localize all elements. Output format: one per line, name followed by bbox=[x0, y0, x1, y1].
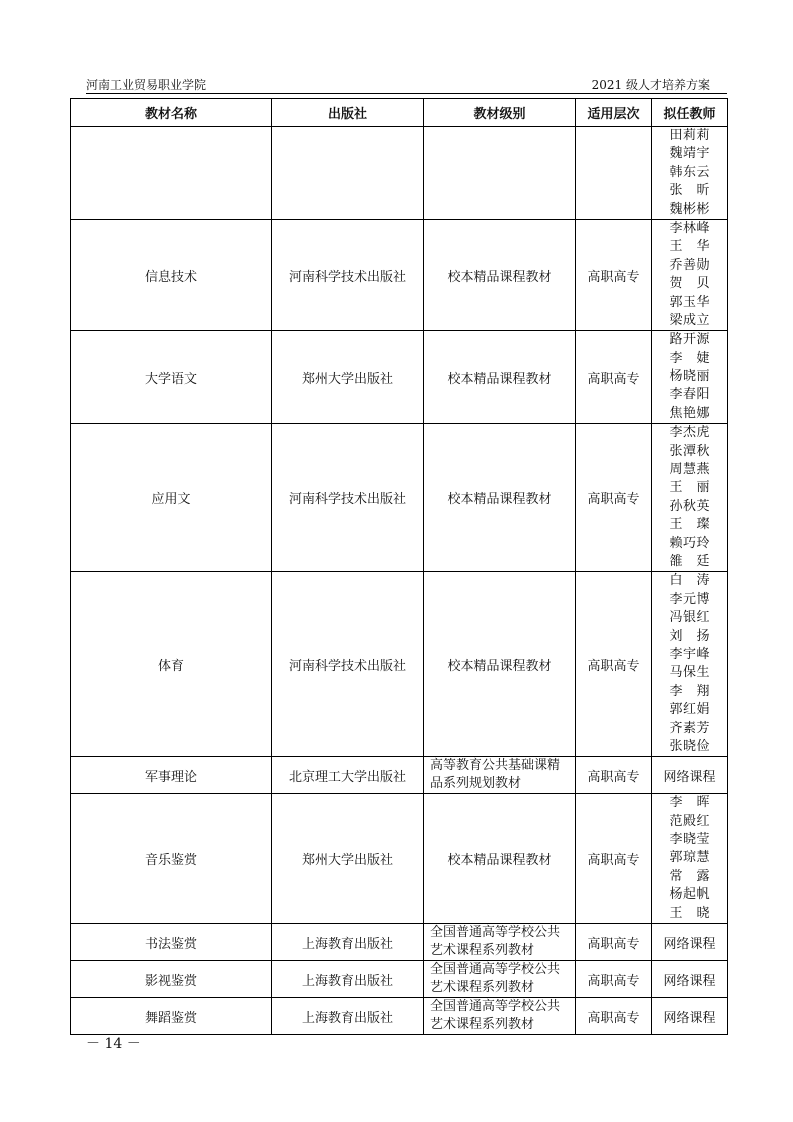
teacher-name: 李春阳 bbox=[669, 387, 710, 403]
level-cell: 校本精品课程教材 bbox=[424, 424, 576, 572]
column-header: 教材级别 bbox=[424, 99, 576, 127]
teacher-name: 张潭秋 bbox=[669, 443, 710, 459]
teacher-name: 李 翔 bbox=[669, 683, 710, 699]
teacher-name: 王 华 bbox=[669, 239, 710, 255]
teachers-cell bbox=[652, 794, 728, 924]
teacher-name: 李晓莹 bbox=[669, 832, 710, 848]
table-row bbox=[71, 998, 728, 1035]
column-header: 适用层次 bbox=[576, 99, 652, 127]
textbook-table bbox=[70, 98, 728, 1035]
table-row bbox=[71, 757, 728, 794]
teacher-name: 王 璨 bbox=[669, 517, 710, 533]
teachers-cell bbox=[652, 424, 728, 572]
publisher-cell: 郑州大学出版社 bbox=[272, 794, 424, 924]
table-row bbox=[71, 794, 728, 924]
tier-cell: 高职高专 bbox=[576, 424, 652, 572]
publisher-cell: 郑州大学出版社 bbox=[272, 331, 424, 424]
table-row bbox=[71, 961, 728, 998]
teacher-name: 张 昕 bbox=[669, 183, 710, 199]
teacher-name: 贺 贝 bbox=[669, 276, 710, 292]
textbook-name-cell: 音乐鉴赏 bbox=[71, 794, 272, 924]
teacher-name: 赖巧玲 bbox=[669, 535, 710, 551]
teacher-name: 孙秋英 bbox=[669, 498, 710, 514]
publisher-cell: 上海教育出版社 bbox=[272, 924, 424, 961]
publisher-cell: 河南科学技术出版社 bbox=[272, 572, 424, 757]
level-cell: 全国普通高等学校公共艺术课程系列教材 bbox=[424, 924, 576, 961]
teacher-name: 李 晖 bbox=[669, 795, 710, 811]
teachers-cell: 网络课程 bbox=[652, 757, 728, 794]
level-cell: 校本精品课程教材 bbox=[424, 572, 576, 757]
level-cell: 校本精品课程教材 bbox=[424, 219, 576, 330]
level-cell: 全国普通高等学校公共艺术课程系列教材 bbox=[424, 998, 576, 1035]
tier-cell: 高职高专 bbox=[576, 961, 652, 998]
tier-cell: 高职高专 bbox=[576, 794, 652, 924]
teachers-cell bbox=[652, 219, 728, 330]
table-row bbox=[71, 924, 728, 961]
teacher-name: 杨晓丽 bbox=[669, 369, 710, 385]
publisher-cell: 河南科学技术出版社 bbox=[272, 219, 424, 330]
teacher-name: 李 婕 bbox=[669, 350, 710, 366]
tier-cell: 高职高专 bbox=[576, 572, 652, 757]
level-cell: 全国普通高等学校公共艺术课程系列教材 bbox=[424, 961, 576, 998]
teacher-name: 李林峰 bbox=[669, 220, 710, 236]
teacher-name: 乔善勋 bbox=[669, 257, 710, 273]
textbook-name-cell: 影视鉴赏 bbox=[71, 961, 272, 998]
textbook-name-cell: 大学语文 bbox=[71, 331, 272, 424]
page-number: － 14 － bbox=[86, 1036, 141, 1052]
level-cell: 高等教育公共基础课精品系列规划教材 bbox=[424, 757, 576, 794]
teachers-cell: 网络课程 bbox=[652, 924, 728, 961]
teachers-cell: 网络课程 bbox=[652, 961, 728, 998]
level-cell bbox=[424, 127, 576, 220]
level-cell: 校本精品课程教材 bbox=[424, 331, 576, 424]
textbook-name-cell: 舞蹈鉴赏 bbox=[71, 998, 272, 1035]
textbook-name-cell: 书法鉴赏 bbox=[71, 924, 272, 961]
teacher-name: 王 晓 bbox=[669, 905, 710, 921]
document-title: 2021 级人才培养方案 bbox=[591, 78, 710, 92]
teacher-name: 田莉莉 bbox=[669, 128, 710, 143]
publisher-cell: 北京理工大学出版社 bbox=[272, 757, 424, 794]
teacher-name: 李宇峰 bbox=[669, 646, 710, 662]
teachers-cell: 网络课程 bbox=[652, 998, 728, 1035]
teacher-name: 郭红娟 bbox=[669, 702, 710, 718]
school-name: 河南工业贸易职业学院 bbox=[86, 78, 207, 92]
teacher-name: 路开源 bbox=[669, 332, 710, 348]
table-row bbox=[71, 424, 728, 572]
teacher-name: 刘 扬 bbox=[669, 628, 710, 644]
table-row bbox=[71, 572, 728, 757]
teacher-name: 常 露 bbox=[669, 868, 710, 884]
table-row bbox=[71, 127, 728, 220]
teacher-name: 齐素芳 bbox=[669, 720, 710, 736]
publisher-cell: 上海教育出版社 bbox=[272, 961, 424, 998]
tier-cell bbox=[576, 127, 652, 220]
publisher-cell bbox=[272, 127, 424, 220]
teacher-name: 王 丽 bbox=[669, 480, 710, 496]
tier-cell: 高职高专 bbox=[576, 331, 652, 424]
publisher-cell: 上海教育出版社 bbox=[272, 998, 424, 1035]
textbook-name-cell: 体育 bbox=[71, 572, 272, 757]
tier-cell: 高职高专 bbox=[576, 757, 652, 794]
teacher-name: 梁成立 bbox=[669, 312, 710, 328]
teacher-name: 李杰虎 bbox=[669, 425, 710, 441]
teacher-name: 杨起帆 bbox=[669, 887, 710, 903]
teachers-cell bbox=[652, 572, 728, 757]
tier-cell: 高职高专 bbox=[576, 998, 652, 1035]
teacher-name: 李元博 bbox=[669, 591, 710, 607]
teacher-name: 冯银红 bbox=[669, 610, 710, 626]
tier-cell: 高职高专 bbox=[576, 219, 652, 330]
teacher-name: 周慧燕 bbox=[669, 462, 710, 478]
textbook-name-cell bbox=[71, 127, 272, 220]
table-row bbox=[71, 331, 728, 424]
tier-cell: 高职高专 bbox=[576, 924, 652, 961]
table-row bbox=[71, 219, 728, 330]
textbook-name-cell: 军事理论 bbox=[71, 757, 272, 794]
publisher-cell: 河南科学技术出版社 bbox=[272, 424, 424, 572]
column-header: 拟任教师 bbox=[652, 99, 728, 127]
teacher-name: 魏靖宇 bbox=[669, 146, 710, 162]
level-cell: 校本精品课程教材 bbox=[424, 794, 576, 924]
teacher-name: 马保生 bbox=[669, 665, 710, 681]
textbook-name-cell: 应用文 bbox=[71, 424, 272, 572]
teachers-cell bbox=[652, 127, 728, 220]
teacher-name: 郭玉华 bbox=[669, 294, 710, 310]
teacher-name: 魏彬彬 bbox=[669, 201, 710, 217]
teacher-name: 白 涛 bbox=[669, 573, 710, 589]
teachers-cell bbox=[652, 331, 728, 424]
column-header: 教材名称 bbox=[71, 99, 272, 127]
table-header-row bbox=[71, 99, 728, 127]
teacher-name: 韩东云 bbox=[669, 164, 710, 180]
textbook-name-cell: 信息技术 bbox=[71, 219, 272, 330]
teacher-name: 郭琼慧 bbox=[669, 850, 710, 866]
teacher-name: 范殿红 bbox=[669, 813, 710, 829]
table-body bbox=[71, 127, 728, 1035]
column-header: 出版社 bbox=[272, 99, 424, 127]
teacher-name: 雒 廷 bbox=[669, 553, 710, 569]
teacher-name: 焦艳娜 bbox=[669, 405, 710, 421]
header-rule bbox=[86, 93, 727, 94]
teacher-name: 张晓俭 bbox=[669, 738, 710, 754]
page-header bbox=[86, 74, 710, 94]
